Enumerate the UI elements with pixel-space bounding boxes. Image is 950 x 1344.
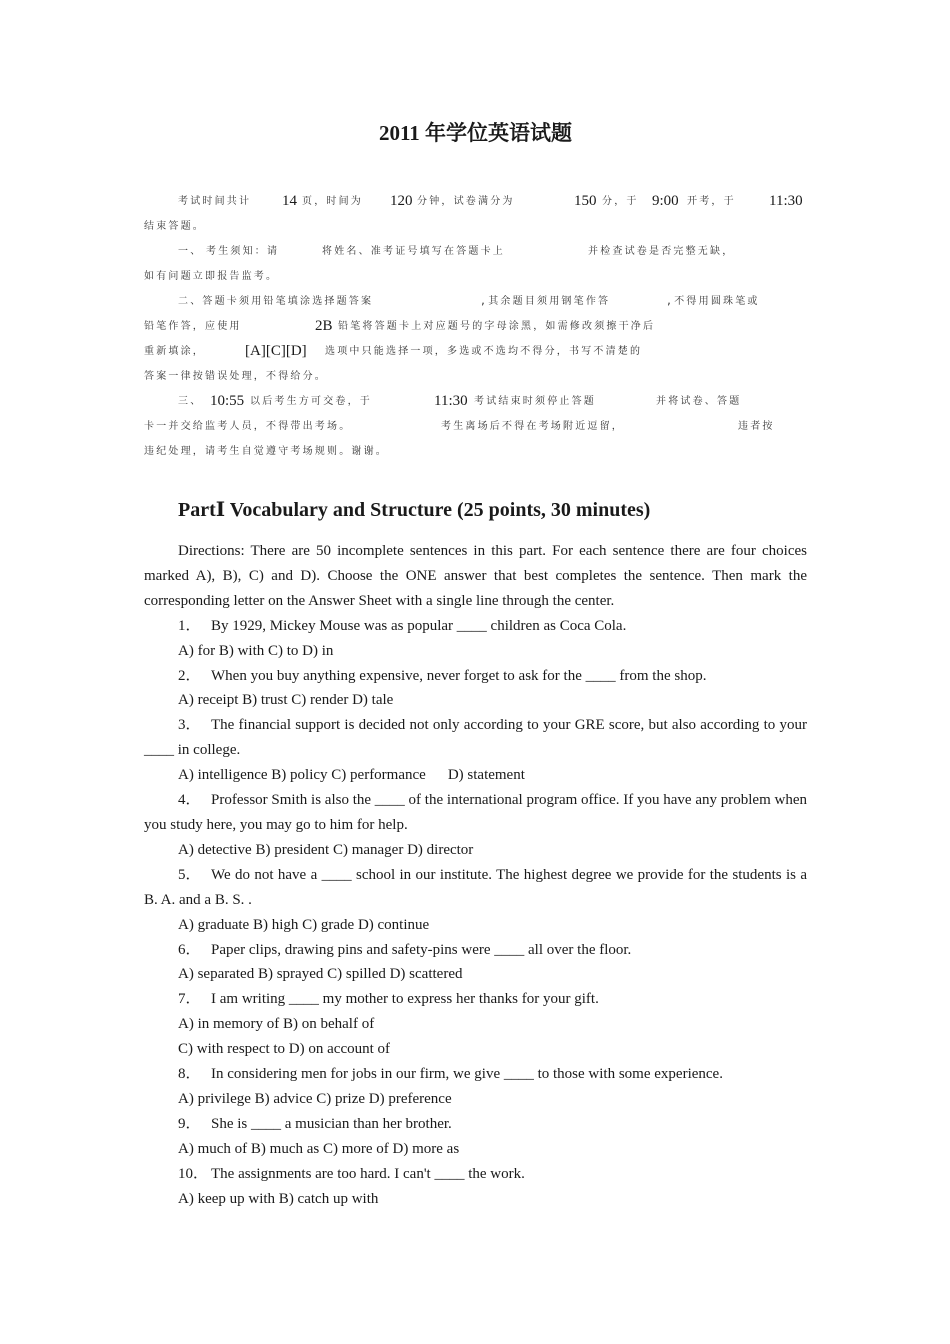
instruction-number: 11:30 xyxy=(434,393,468,409)
instruction-text: 违纪处理，请考生自觉遵守考场规则。谢谢。 xyxy=(144,446,388,457)
instruction-text: 铅笔将答题卡上对应题号的字母涂黑，如需修改须擦干净后 xyxy=(338,321,656,332)
option-text: A) in memory of B) on behalf of xyxy=(178,1016,375,1033)
instruction-text: 分，于 xyxy=(602,196,639,207)
question-text: Professor Smith is also the ____ of the international program office. If you have any problem when you study here, you may go to him for help. xyxy=(144,792,807,833)
question-text: Paper clips, drawing pins and safety-pins were ____ all over the floor. xyxy=(211,941,632,958)
question-stem xyxy=(144,1162,807,1187)
option-text: A) intelligence B) policy C) performance xyxy=(178,767,426,784)
question-options xyxy=(144,1037,807,1062)
option-text: A) separated B) sprayed C) spilled D) scattered xyxy=(178,966,463,983)
instruction-text: 并检查试卷是否完整无缺， xyxy=(588,246,735,257)
option-text: A) receipt B) trust C) render D) tale xyxy=(178,692,394,709)
instruction-line xyxy=(144,364,807,389)
question-stem xyxy=(144,788,807,838)
question-options xyxy=(144,1012,807,1037)
instruction-number: 11:30 xyxy=(769,193,803,209)
question-text: By 1929, Mickey Mouse was as popular ____ children as Coca Cola. xyxy=(211,617,627,634)
question-number: 5． xyxy=(178,866,201,883)
question-text: I am writing ____ my mother to express her thanks for your gift. xyxy=(211,991,599,1008)
question-number: 10． xyxy=(178,1165,209,1182)
instruction-text: 并将试卷、答题 xyxy=(656,396,742,407)
question-text: In considering men for jobs in our firm, we give ____ to those with some experience. xyxy=(211,1066,723,1083)
instruction-text: 铅笔作答，应使用 xyxy=(144,321,242,332)
option-text: A) privilege B) advice C) prize D) preference xyxy=(178,1090,452,1107)
part-heading: PartⅠ Vocabulary and Structure (25 points, 30 minutes) xyxy=(178,499,651,521)
instruction-line xyxy=(144,339,807,364)
question-text: The assignments are too hard. I can't ____ the work. xyxy=(211,1165,525,1182)
question-stem xyxy=(144,664,807,689)
instruction-line xyxy=(144,389,807,414)
question-text: We do not have a ____ school in our institute. The highest degree we provide for the students is a B. A. and a B. S. . xyxy=(144,866,807,908)
question-number: 4． xyxy=(178,792,201,809)
instruction-text: 一、 xyxy=(178,246,203,257)
instruction-text: 分钟，试卷满分为 xyxy=(417,196,515,207)
question-number: 3． xyxy=(178,717,201,734)
question-number: 2． xyxy=(178,667,201,684)
instruction-line xyxy=(144,239,807,264)
instruction-line xyxy=(144,414,807,439)
instruction-text: 页，时间为 xyxy=(302,196,363,207)
question-stem xyxy=(144,938,807,963)
question-number: 8． xyxy=(178,1066,201,1083)
question-stem xyxy=(144,987,807,1012)
instruction-number: 14 xyxy=(282,193,297,209)
question-number: 1． xyxy=(178,617,201,634)
instruction-line xyxy=(144,314,807,339)
question-number: 6． xyxy=(178,941,201,958)
instruction-text: 重新填涂， xyxy=(144,346,205,357)
document-title: 2011 年学位英语试题 xyxy=(378,121,573,145)
directions-text: Directions: There are 50 incomplete sentences in this part. For each sentence there are four choices marked A), B), C) and D). Choose the ONE answer that best completes the sentence. Then mark the corresponding letter on the Answer Sheet with a single line through the center. xyxy=(144,543,807,609)
question-stem xyxy=(144,614,807,639)
option-text: A) much of B) much as C) more of D) more as xyxy=(178,1140,460,1157)
question-text: When you buy anything expensive, never forget to ask for the ____ from the shop. xyxy=(211,667,707,684)
instruction-text: 考生离场后不得在考场附近逗留， xyxy=(441,421,624,432)
instruction-number: 10:55 xyxy=(210,393,245,409)
question-number: 7． xyxy=(178,991,201,1008)
option-text: A) graduate B) high C) grade D) continue xyxy=(178,916,430,933)
instruction-number: [A][C][D] xyxy=(245,343,307,359)
instruction-text: 考试结束时须停止答题 xyxy=(474,396,596,407)
exam-instructions xyxy=(144,189,807,464)
instruction-text: 考试时间共计 xyxy=(178,196,252,207)
option-text: A) detective B) president C) manager D) director xyxy=(178,841,474,858)
instruction-number: 150 xyxy=(574,193,597,209)
instruction-text: 以后考生方可交卷，于 xyxy=(250,396,372,407)
instruction-line xyxy=(144,189,807,214)
instruction-text: 如有问题立即报告监考。 xyxy=(144,271,279,282)
question-options xyxy=(144,639,807,664)
question-options xyxy=(144,688,807,713)
instruction-line xyxy=(144,214,807,239)
question-options xyxy=(144,1137,807,1162)
question-number: 9． xyxy=(178,1115,201,1132)
instruction-text: 三、 xyxy=(178,396,203,407)
question-options xyxy=(144,763,807,788)
instruction-text: ,不得用圆珠笔或 xyxy=(666,296,760,307)
instruction-number: 2B xyxy=(315,318,333,334)
instruction-line xyxy=(144,264,807,289)
instruction-line xyxy=(144,289,807,314)
question-options xyxy=(144,913,807,938)
question-options xyxy=(144,838,807,863)
question-options xyxy=(144,1087,807,1112)
question-options xyxy=(144,1187,807,1212)
instruction-text: 二、答题卡须用铅笔填涂选择题答案 xyxy=(178,296,374,307)
instruction-text: 开考，于 xyxy=(687,196,736,207)
option-text: A) for B) with C) to D) in xyxy=(178,642,334,659)
instruction-number: 9:00 xyxy=(652,193,679,209)
option-text: C) with respect to D) on account of xyxy=(178,1041,391,1058)
instruction-text: ,其余题目须用钢笔作答 xyxy=(480,296,611,307)
option-text: A) keep up with B) catch up with xyxy=(178,1190,379,1207)
question-stem xyxy=(144,713,807,763)
question-options xyxy=(144,962,807,987)
instruction-text: 结束答题。 xyxy=(144,221,205,232)
option-text: D) statement xyxy=(447,767,525,784)
question-stem xyxy=(144,1112,807,1137)
instruction-text: 考生须知：请 xyxy=(206,246,280,257)
instruction-text: 答案一律按错误处理，不得给分。 xyxy=(144,371,327,382)
question-text: She is ____ a musician than her brother. xyxy=(211,1115,452,1132)
instruction-text: 违者按 xyxy=(738,421,775,432)
question-stem xyxy=(144,1062,807,1087)
instruction-line xyxy=(144,439,807,464)
instruction-text: 将姓名、准考证号填写在答题卡上 xyxy=(322,246,505,257)
instruction-text: 选项中只能选择一项，多选或不选均不得分，书写不清楚的 xyxy=(325,346,643,357)
question-section xyxy=(144,539,807,1211)
instruction-number: 120 xyxy=(390,193,413,209)
question-stem xyxy=(144,863,807,913)
question-text: The financial support is decided not only according to your GRE score, but also according to your ____ in college. xyxy=(144,717,807,759)
instruction-text: 卡一并交给监考人员，不得带出考场。 xyxy=(144,421,352,432)
